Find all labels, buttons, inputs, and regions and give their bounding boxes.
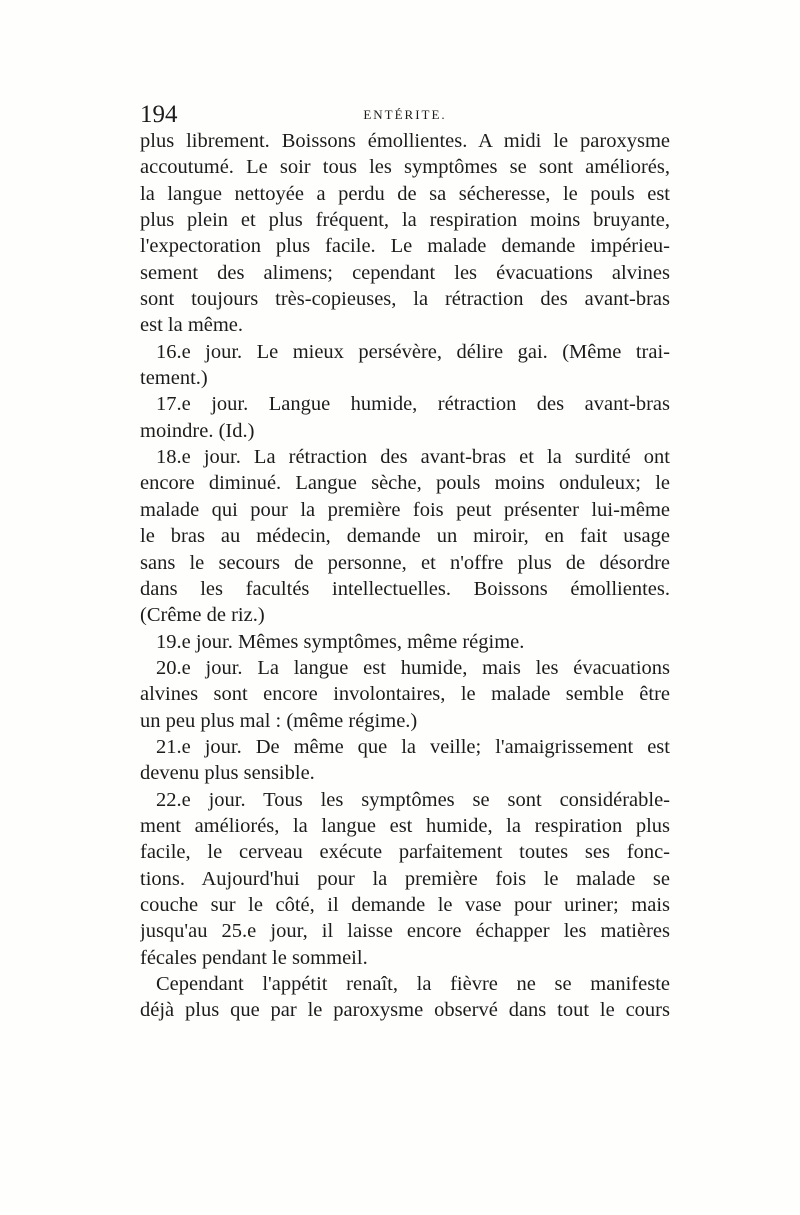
text-line: sement des alimens; cependant les évacuations alvines (140, 261, 670, 284)
text-line: 22.e jour. Tous les symptômes se sont considérable- (156, 788, 670, 811)
text-line: tions. Aujourd'hui pour la première fois le malade se (140, 867, 670, 890)
text-line: plus plein et plus fréquent, la respiration moins bruyante, (140, 209, 670, 232)
text-line: devenu plus sensible. (140, 762, 315, 785)
text-line: Cependant l'appétit renaît, la fièvre ne se manifeste (156, 973, 670, 995)
text-line: couche sur le côté, il demande le vase pour uriner; mais (140, 893, 670, 916)
text-line: est la même. (140, 314, 244, 337)
text-line: moindre. (Id.) (140, 419, 255, 442)
text-line: la langue nettoyée a perdu de sa sécheresse, le pouls est (140, 182, 670, 205)
text-line: encore diminué. Langue sèche, pouls moins onduleux; le (140, 472, 670, 495)
text-line: (Crême de riz.) (140, 604, 265, 627)
text-line: 21.e jour. De même que la veille; l'amaigrissement est (156, 735, 670, 758)
running-head: ENTÉRITE. (363, 107, 447, 122)
text-line: ment améliorés, la langue est humide, la respiration plus (140, 814, 670, 837)
text-line: l'expectoration plus facile. Le malade demande impérieu- (140, 235, 670, 258)
text-line: 20.e jour. La langue est humide, mais les évacuations (156, 656, 670, 679)
text-line: déjà plus que par le paroxysme observé dans tout le cours (140, 999, 670, 1022)
text-line: facile, le cerveau exécute parfaitement toutes ses fonc- (140, 841, 670, 864)
text-line: fécales pendant le sommeil. (140, 946, 368, 969)
text-line: malade qui pour la première fois peut présenter lui-même (140, 498, 670, 521)
text-line: le bras au médecin, demande un miroir, en fait usage (140, 525, 670, 548)
text-line: jusqu'au 25.e jour, il laisse encore échapper les matières (140, 920, 670, 943)
text-line: plus librement. Boissons émollientes. A midi le paroxysme (140, 130, 670, 152)
text-line: accoutumé. Le soir tous les symptômes se sont améliorés, (140, 156, 670, 179)
text-line: 19.e jour. Mêmes symptômes, même régime. (156, 630, 525, 653)
page-header (140, 100, 670, 130)
text-line: sans le secours de personne, et n'offre plus de désordre (140, 551, 670, 574)
body-text (140, 128, 670, 1024)
text-line: 18.e jour. La rétraction des avant-bras et la surdité ont (156, 446, 670, 469)
text-line: dans les facultés intellectuelles. Boissons émollientes. (140, 577, 670, 600)
text-line: tement.) (140, 367, 208, 390)
page-number: 194 (140, 101, 178, 128)
text-line: un peu plus mal : (même régime.) (140, 709, 418, 732)
text-line: alvines sont encore involontaires, le malade semble être (140, 683, 670, 706)
text-line: 17.e jour. Langue humide, rétraction des avant-bras (156, 393, 670, 416)
text-line: 16.e jour. Le mieux persévère, délire gai. (Même trai- (156, 340, 670, 363)
text-line: sont toujours très-copieuses, la rétraction des avant-bras (140, 288, 670, 311)
